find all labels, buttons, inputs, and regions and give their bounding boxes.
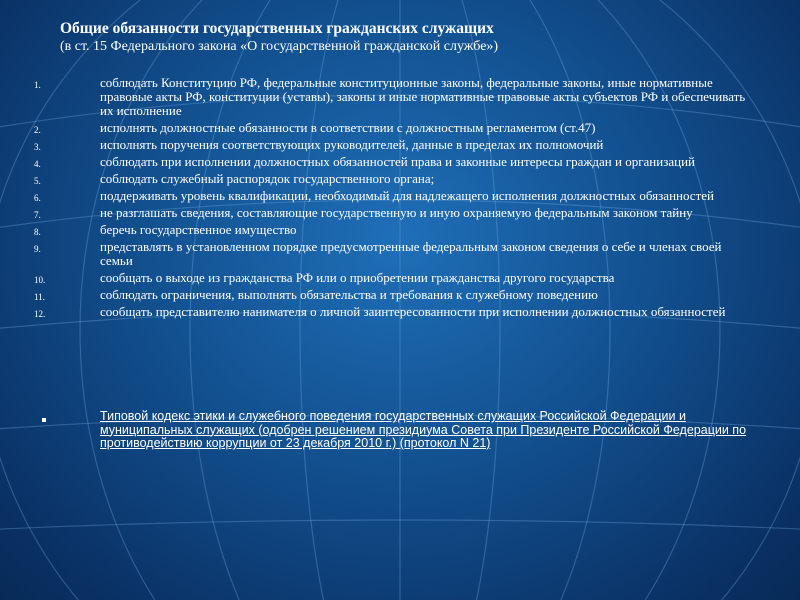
- duty-item: [34, 305, 754, 319]
- page-subtitle: (в ст. 15 Федерального закона «О государственной гражданской службе»): [60, 39, 499, 54]
- duty-item: [34, 155, 754, 169]
- duty-number: 11.: [34, 292, 45, 302]
- duty-text: соблюдать служебный распорядок государственного органа;: [100, 171, 435, 186]
- duty-text: соблюдать ограничения, выполнять обязательства и требования к служебному поведению: [100, 287, 598, 302]
- duty-item: [34, 138, 754, 152]
- link-item: [42, 410, 762, 451]
- duty-number: 3.: [34, 142, 41, 152]
- duty-text: соблюдать Конституцию РФ, федеральные конституционные законы, федеральные законы, иные нормативные правовые акты РФ, конституции (уставы), законы и иные нормативные правовые акты субъектов РФ и обеспечивать их исполнение: [100, 75, 746, 118]
- duty-item: [34, 271, 754, 285]
- duty-text: сообщать о выходе из гражданства РФ или о приобретении гражданства другого государства: [100, 270, 615, 285]
- duty-text: сообщать представителю нанимателя о личной заинтересованности при исполнении должностных обязанностей: [100, 304, 726, 319]
- duty-item: [34, 240, 754, 268]
- duty-number: 2.: [34, 125, 41, 135]
- title-block: [60, 20, 760, 55]
- duty-item: [34, 223, 754, 237]
- duty-item: [34, 189, 754, 203]
- duty-text: соблюдать при исполнении должностных обязанностей права и законные интересы граждан и организаций: [100, 154, 695, 169]
- duty-number: 4.: [34, 159, 41, 169]
- duty-number: 5.: [34, 176, 41, 186]
- duty-number: 7.: [34, 210, 41, 220]
- duties-list: [34, 76, 754, 322]
- square-bullet-icon: [42, 418, 46, 422]
- duty-item: [34, 121, 754, 135]
- duty-text: беречь государственное имущество: [100, 222, 297, 237]
- duty-number: 9.: [34, 244, 41, 254]
- ethics-code-link[interactable]: Типовой кодекс этики и служебного поведения государственных служащих Российской Федерации и муниципальных служащих (одобрен решением президиума Совета при Президенте Российской Федерации по противодействию коррупции от 23 декабря 2010 г.) (протокол N 21): [100, 409, 747, 450]
- duty-text: представлять в установленном порядке предусмотренные федеральным законом сведения о себе и членах своей семьи: [100, 239, 722, 268]
- duty-number: 12.: [34, 309, 46, 319]
- page-title: Общие обязанности государственных гражданских служащих: [60, 20, 494, 37]
- duty-text: исполнять поручения соответствующих руководителей, данные в пределах их полномочий: [100, 137, 604, 152]
- duty-number: 6.: [34, 193, 41, 203]
- duty-item: [34, 206, 754, 220]
- duty-text: не разглашать сведения, составляющие государственную и иную охраняемую федеральным законом тайну: [100, 205, 693, 220]
- duty-number: 1.: [34, 80, 41, 90]
- duty-text: исполнять должностные обязанности в соответствии с должностным регламентом (ст.47): [100, 120, 596, 135]
- duty-item: [34, 76, 754, 118]
- duty-number: 10.: [34, 275, 46, 285]
- duty-item: [34, 172, 754, 186]
- duty-number: 8.: [34, 227, 41, 237]
- duty-item: [34, 288, 754, 302]
- duty-text: поддерживать уровень квалификации, необходимый для надлежащего исполнения должностных обязанностей: [100, 188, 714, 203]
